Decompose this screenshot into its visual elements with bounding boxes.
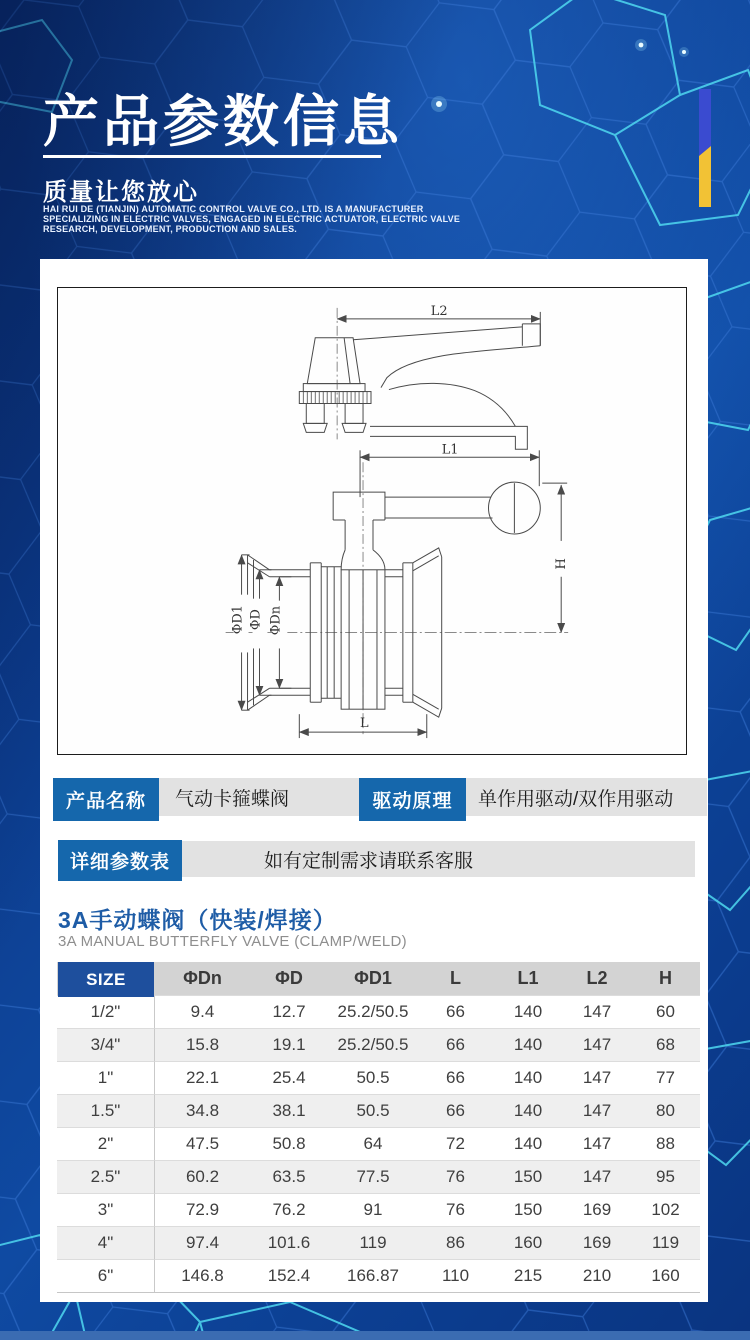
value-cell: 169	[563, 1226, 631, 1259]
drive-principle-label: 驱动原理	[359, 778, 466, 821]
header-dn: ΦDn	[183, 968, 222, 988]
table-row	[57, 1259, 700, 1293]
value-cell: 77.5	[328, 1160, 418, 1193]
value-cell: 50.8	[250, 1127, 328, 1160]
value-cell: 72.9	[155, 1193, 250, 1226]
value-cell: 150	[493, 1160, 563, 1193]
value-cell: 102	[631, 1193, 700, 1226]
value-cell: 101.6	[250, 1226, 328, 1259]
company-description-line: RESEARCH, DEVELOPMENT, PRODUCTION AND SALES.	[43, 223, 297, 234]
value-cell: 60.2	[155, 1160, 250, 1193]
value-cell: 210	[563, 1259, 631, 1292]
technical-drawing-frame	[57, 287, 687, 755]
spec-table-body	[57, 995, 700, 1293]
value-cell: 25.2/50.5	[328, 1028, 418, 1061]
table-row	[57, 1061, 700, 1094]
value-cell: 80	[631, 1094, 700, 1127]
value-cell: 76.2	[250, 1193, 328, 1226]
header-l2: L2	[586, 968, 608, 988]
value-cell: 140	[493, 995, 563, 1028]
size-cell: 3/4"	[57, 1028, 155, 1061]
size-cell: 4"	[57, 1226, 155, 1259]
value-cell: 215	[493, 1259, 563, 1292]
value-cell: 77	[631, 1061, 700, 1094]
value-cell: 91	[328, 1193, 418, 1226]
product-name-value: 气动卡箍蝶阀	[159, 778, 365, 816]
value-cell: 160	[631, 1259, 700, 1292]
value-cell: 66	[418, 1028, 493, 1061]
value-cell: 47.5	[155, 1127, 250, 1160]
value-cell: 88	[631, 1127, 700, 1160]
header-d1: ΦD1	[354, 968, 392, 988]
value-cell: 95	[631, 1160, 700, 1193]
value-cell: 66	[418, 1094, 493, 1127]
table-row	[57, 1160, 700, 1193]
dim-label-h: H	[554, 558, 570, 570]
dim-label-dn: ΦDn	[268, 605, 284, 636]
value-cell: 60	[631, 995, 700, 1028]
size-cell: 1.5"	[57, 1094, 155, 1127]
size-cell: 6"	[57, 1259, 155, 1292]
value-cell: 76	[418, 1160, 493, 1193]
value-cell: 72	[418, 1127, 493, 1160]
value-cell: 147	[563, 1061, 631, 1094]
header-d: ΦD	[275, 968, 303, 988]
value-cell: 63.5	[250, 1160, 328, 1193]
value-cell: 140	[493, 1094, 563, 1127]
size-cell: 1/2"	[57, 995, 155, 1028]
value-cell: 140	[493, 1028, 563, 1061]
table-row	[57, 1226, 700, 1259]
size-cell: 1"	[57, 1061, 155, 1094]
value-cell: 86	[418, 1226, 493, 1259]
value-cell: 50.5	[328, 1094, 418, 1127]
value-cell: 66	[418, 995, 493, 1028]
header-h: H	[659, 968, 672, 988]
dim-label-d: ΦD	[248, 609, 264, 631]
page-title: 产品参数信息	[43, 90, 403, 153]
header-l1: L1	[517, 968, 539, 988]
table-row	[57, 1028, 700, 1061]
title-underline	[43, 155, 381, 158]
value-cell: 147	[563, 1094, 631, 1127]
header-l: L	[450, 968, 461, 988]
table-row	[57, 995, 700, 1028]
value-cell: 25.2/50.5	[328, 995, 418, 1028]
value-cell: 147	[563, 1028, 631, 1061]
value-cell: 64	[328, 1127, 418, 1160]
table-row	[57, 1127, 700, 1160]
bottom-strip	[0, 1331, 750, 1340]
dim-label-l1: L1	[441, 442, 459, 458]
value-cell: 66	[418, 1061, 493, 1094]
value-cell: 19.1	[250, 1028, 328, 1061]
drive-principle-value: 单作用驱动/双作用驱动	[466, 778, 707, 816]
section-title-en: 3A MANUAL BUTTERFLY VALVE (CLAMP/WELD)	[58, 933, 407, 950]
accent-bar	[699, 89, 711, 207]
section-title-cn: 3A手动蝶阀（快装/焊接）	[58, 907, 337, 933]
dim-label-l2: L2	[430, 303, 448, 319]
detail-params-value: 如有定制需求请联系客服	[182, 841, 695, 877]
size-cell: 2.5"	[57, 1160, 155, 1193]
value-cell: 166.87	[328, 1259, 418, 1292]
value-cell: 34.8	[155, 1094, 250, 1127]
value-cell: 68	[631, 1028, 700, 1061]
value-cell: 50.5	[328, 1061, 418, 1094]
value-cell: 15.8	[155, 1028, 250, 1061]
size-cell: 3"	[57, 1193, 155, 1226]
value-cell: 169	[563, 1193, 631, 1226]
value-cell: 140	[493, 1061, 563, 1094]
value-cell: 152.4	[250, 1259, 328, 1292]
value-cell: 22.1	[155, 1061, 250, 1094]
value-cell: 119	[631, 1226, 700, 1259]
valve-technical-drawing	[58, 288, 686, 754]
spec-table	[57, 962, 700, 1293]
spec-table-header	[57, 962, 700, 995]
value-cell: 150	[493, 1193, 563, 1226]
value-cell: 9.4	[155, 995, 250, 1028]
value-cell: 38.1	[250, 1094, 328, 1127]
value-cell: 97.4	[155, 1226, 250, 1259]
company-description-line: SPECIALIZING IN ELECTRIC VALVES, ENGAGED IN ELECTRIC ACTUATOR, ELECTRIC VALVE	[43, 213, 461, 224]
value-cell: 140	[493, 1127, 563, 1160]
product-name-label: 产品名称	[53, 778, 159, 821]
size-cell: 2"	[57, 1127, 155, 1160]
value-cell: 147	[563, 995, 631, 1028]
value-cell: 76	[418, 1193, 493, 1226]
value-cell: 119	[328, 1226, 418, 1259]
value-cell: 147	[563, 1160, 631, 1193]
company-description-line: HAI RUI DE (TIANJIN) AUTOMATIC CONTROL VALVE CO., LTD. IS A MANUFACTURER	[43, 204, 424, 214]
value-cell: 12.7	[250, 995, 328, 1028]
value-cell: 146.8	[155, 1259, 250, 1292]
dim-label-d1: ΦD1	[230, 604, 246, 635]
value-cell: 110	[418, 1259, 493, 1292]
detail-params-label: 详细参数表	[58, 840, 182, 881]
value-cell: 25.4	[250, 1061, 328, 1094]
header-size: SIZE	[58, 962, 154, 997]
dim-label-l: L	[360, 716, 369, 732]
content-panel	[40, 259, 708, 1302]
tagline: 质量让您放心	[43, 179, 199, 206]
table-row	[57, 1094, 700, 1127]
value-cell: 147	[563, 1127, 631, 1160]
value-cell: 160	[493, 1226, 563, 1259]
company-description	[43, 205, 460, 234]
table-row	[57, 1193, 700, 1226]
